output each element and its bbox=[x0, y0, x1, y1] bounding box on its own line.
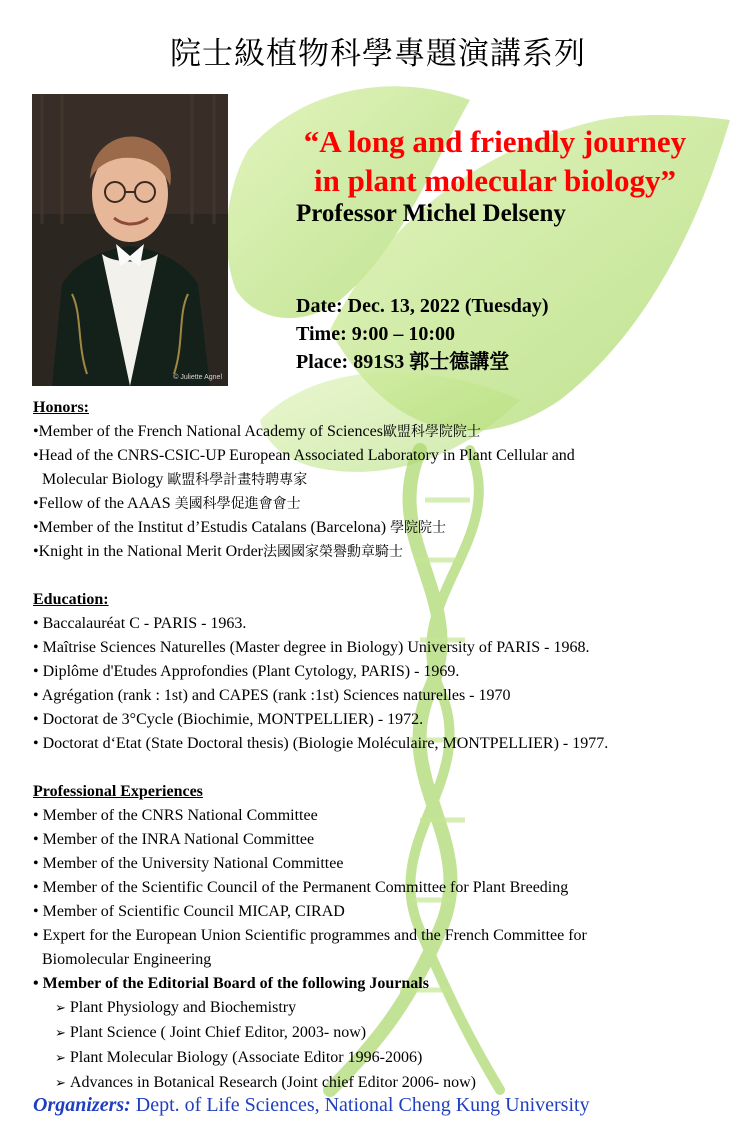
honors-section bbox=[33, 396, 575, 564]
talk-title bbox=[240, 122, 750, 200]
organizers-value: Dept. of Life Sciences, National Cheng Kung University bbox=[130, 1094, 590, 1116]
organizers-line bbox=[33, 1094, 590, 1117]
editorial-board-heading: • Member of the Editorial Board of the following Journals bbox=[33, 975, 429, 992]
honor-item bbox=[33, 516, 575, 540]
organizers-label: Organizers: bbox=[33, 1094, 131, 1116]
journal-item: ➢ Advances in Botanical Research (Joint chief Editor 2006- now) bbox=[33, 1071, 587, 1096]
speaker-name: Professor Michel Delseny bbox=[296, 200, 566, 227]
journal-item: ➢ Plant Molecular Biology (Associate Editor 1996-2006) bbox=[33, 1046, 587, 1071]
honor-text: •Member of the French National Academy of Sciences bbox=[33, 423, 383, 440]
honor-cjk: 學院院士 bbox=[390, 520, 447, 536]
education-item: • Maîtrise Sciences Naturelles (Master degree in Biology) University of PARIS - 1968. bbox=[33, 639, 590, 656]
event-info bbox=[296, 292, 549, 376]
education-item: • Diplôme d'Etudes Approfondies (Plant Cytology, PARIS) - 1969. bbox=[33, 663, 460, 680]
speaker-portrait-illustration bbox=[32, 94, 228, 386]
event-time: Time: 9:00 – 10:00 bbox=[296, 323, 456, 345]
honor-text: •Head of the CNRS-CSIC-UP European Associated Laboratory in Plant Cellular and bbox=[33, 447, 575, 464]
talk-title-line-2: in plant molecular biology” bbox=[314, 163, 676, 198]
honor-cjk: 歐盟科學院院士 bbox=[382, 424, 481, 440]
honor-item bbox=[33, 444, 575, 468]
experience-item: • Member of the University National Committee bbox=[33, 855, 344, 872]
journal-item: ➢ Plant Physiology and Biochemistry bbox=[33, 996, 587, 1021]
event-place: Place: 891S3 郭士德講堂 bbox=[296, 351, 510, 373]
experience-item: • Member of the INRA National Committee bbox=[33, 831, 315, 848]
honor-item bbox=[33, 540, 575, 564]
experience-item: • Member of Scientific Council MICAP, CIRAD bbox=[33, 903, 345, 920]
honor-text: •Member of the Institut d’Estudis Catalans (Barcelona) bbox=[33, 519, 391, 536]
education-item: • Baccalauréat C - PARIS - 1963. bbox=[33, 615, 247, 632]
journal-item: ➢ Plant Science ( Joint Chief Editor, 2003- now) bbox=[33, 1021, 587, 1046]
honor-cjk: 歐盟科學計畫特聘專家 bbox=[167, 472, 308, 488]
education-item: • Doctorat de 3°Cycle (Biochimie, MONTPELLIER) - 1972. bbox=[33, 711, 424, 728]
education-section bbox=[33, 588, 608, 756]
experience-item: • Member of the CNRS National Committee bbox=[33, 807, 318, 824]
experience-item: • Expert for the European Union Scientific programmes and the French Committee for bbox=[33, 927, 587, 944]
talk-title-line-1: “A long and friendly journey bbox=[303, 124, 687, 159]
honor-cjk: 美國科學促進會會士 bbox=[174, 496, 301, 512]
honor-item bbox=[33, 468, 575, 492]
photo-credit: © Juliette Agnel bbox=[173, 374, 222, 381]
experiences-heading: Professional Experiences bbox=[33, 783, 203, 800]
experience-item: Biomolecular Engineering bbox=[42, 951, 212, 968]
page-title: 院士級植物科學專題演講系列 bbox=[170, 36, 586, 72]
experience-item: • Member of the Scientific Council of the Permanent Committee for Plant Breeding bbox=[33, 879, 569, 896]
education-item: • Agrégation (rank : 1st) and CAPES (rank :1st) Sciences naturelles - 1970 bbox=[33, 687, 511, 704]
honor-item bbox=[33, 492, 575, 516]
honor-cjk: 法國國家榮譽勳章騎士 bbox=[263, 544, 403, 560]
honors-heading: Honors: bbox=[33, 399, 89, 416]
speaker-photo bbox=[32, 94, 228, 386]
experiences-section bbox=[33, 780, 587, 1096]
honor-text: •Knight in the National Merit Order bbox=[33, 543, 263, 560]
event-date: Date: Dec. 13, 2022 (Tuesday) bbox=[296, 295, 549, 317]
honor-item bbox=[33, 420, 575, 444]
honor-text: Molecular Biology bbox=[42, 471, 168, 488]
honor-text: •Fellow of the AAAS bbox=[33, 495, 175, 512]
education-item: • Doctorat d‘Etat (State Doctoral thesis) (Biologie Moléculaire, MONTPELLIER) - 1977. bbox=[33, 735, 609, 752]
education-heading: Education: bbox=[33, 591, 109, 608]
